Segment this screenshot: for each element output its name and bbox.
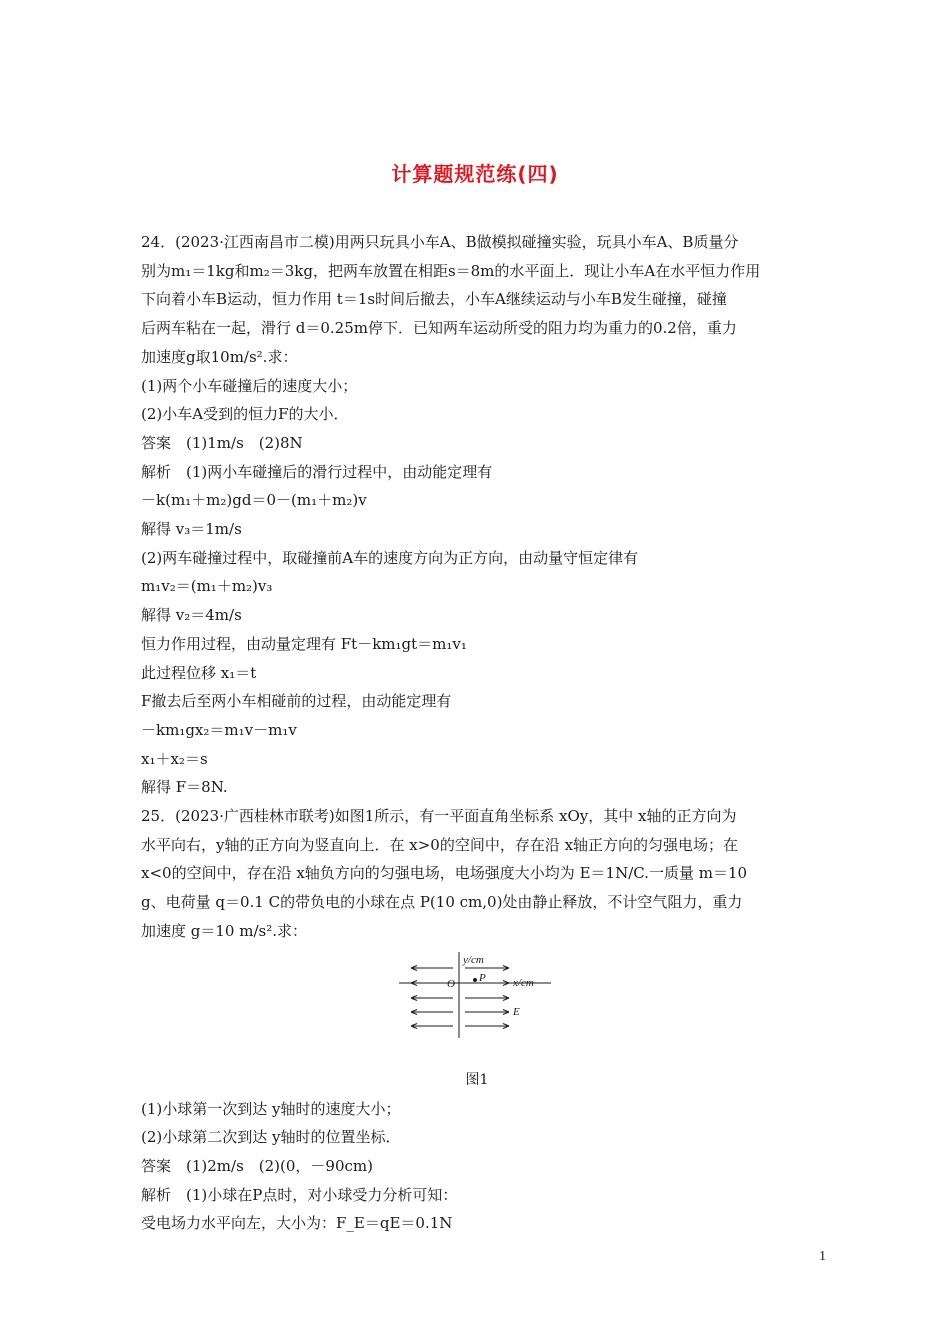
text-line: 恒力作用过程，由动量定理有 Ft－km₁gt＝m₁v₁	[141, 634, 467, 653]
text-line: 解得 v₃＝1m/s	[141, 520, 242, 539]
text-line: 水平向右，y轴的正方向为竖直向上．在 x>0的空间中，存在沿 x轴正方向的匀强电场；在	[141, 835, 739, 854]
text-line: 此过程位移 x₁＝t	[141, 663, 257, 682]
text-line: x<0的空间中，存在沿 x轴负方向的匀强电场，电场强度大小均为 E＝1N/C.一质量 m＝10	[141, 864, 748, 883]
page-title: 计算题规范练(四)	[391, 162, 559, 186]
text-line: －k(m₁＋m₂)gd＝0－(m₁＋m₂)v	[141, 491, 367, 510]
text-line: 24．(2023·江西南昌市二模)用两只玩具小车A、B做模拟碰撞实验，玩具小车A、B质量分	[141, 233, 739, 251]
text-line: m₁v₂＝(m₁＋m₂)v₃	[141, 577, 273, 596]
text-line: 解析 (1)两小车碰撞后的滑行过程中，由动能定理有	[141, 462, 493, 481]
field-label: E	[513, 1005, 520, 1018]
text-line: 解得 F＝8N.	[141, 778, 228, 797]
text-line: g、电荷量 q＝0.1 C的带负电的小球在点 P(10 cm,0)处由静止释放，不计空气阻力，重力	[141, 893, 743, 912]
left-field-arrows	[411, 965, 453, 1028]
text-line: 加速度g取10m/s².求：	[141, 347, 298, 366]
text-line: 下向着小车B运动，恒力作用 t＝1s时间后撤去，小车A继续运动与小车B发生碰撞，碰撞	[141, 290, 727, 309]
text-line: 别为m₁＝1kg和m₂＝3kg，把两车放置在相距s＝8m的水平面上．现让小车A在水平恒力作用	[141, 261, 761, 280]
text-line: (1)两个小车碰撞后的速度大小；	[141, 376, 358, 395]
text-line: 加速度 g＝10 m/s².求：	[141, 921, 307, 940]
text-line: 后两车粘在一起，滑行 d＝0.25m停下．已知两车运动所受的阻力均为重力的0.2倍，重力	[141, 319, 737, 338]
text-line: 答案 (1)1m/s (2)8N	[141, 433, 303, 452]
point-p-marker	[473, 978, 477, 982]
text-line: F撤去后至两小车相碰前的过程，由动能定理有	[141, 692, 452, 711]
text-line: 解得 v₂＝4m/s	[141, 606, 242, 625]
point-p-label: P	[479, 971, 486, 984]
text-line: 答案 (1)2m/s (2)(0，－90cm)	[141, 1156, 373, 1175]
text-line: (1)小球第一次到达 y轴时的速度大小；	[141, 1099, 401, 1118]
right-field-arrows	[465, 965, 509, 1028]
text-line: (2)小车A受到的恒力F的大小．	[141, 405, 349, 424]
text-line: －km₁gx₂＝m₁v－m₁v	[141, 720, 297, 739]
text-line: 解析 (1)小球在P点时，对小球受力分析可知：	[141, 1185, 458, 1204]
text-line: x₁＋x₂＝s	[141, 749, 208, 768]
figure-1	[141, 950, 813, 1065]
y-axis-label: y/cm	[463, 953, 484, 966]
figure-caption: 图1	[465, 1071, 489, 1088]
document-body	[141, 228, 813, 1238]
text-line: 受电场力水平向左，大小为：F_E＝qE＝0.1N	[141, 1214, 453, 1233]
origin-label: O	[447, 977, 455, 990]
electric-field-diagram	[391, 950, 551, 1040]
page-number: 1	[819, 1249, 826, 1264]
text-line: 25．(2023·广西桂林市联考)如图1所示，有一平面直角坐标系 xOy，其中 x轴的正方向为	[141, 807, 737, 826]
x-axis-label: x/cm	[513, 976, 534, 989]
text-line: (2)两车碰撞过程中，取碰撞前A车的速度方向为正方向，由动量守恒定律有	[141, 548, 639, 567]
text-line: (2)小球第二次到达 y轴时的位置坐标．	[141, 1128, 401, 1147]
